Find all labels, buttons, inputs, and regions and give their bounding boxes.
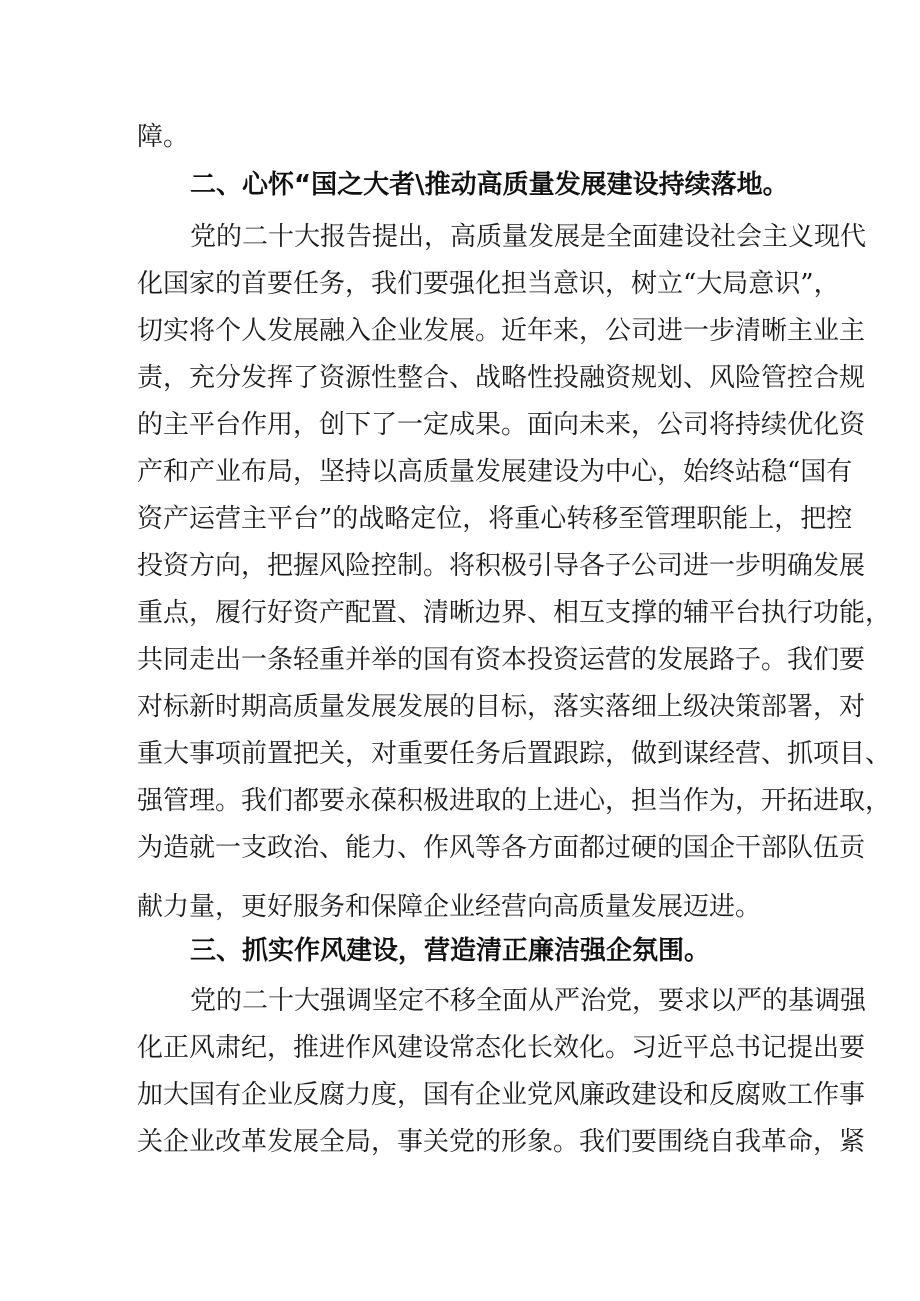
paragraph-line: 责，充分发挥了资源性整合、战略性投融资规划、风险管控合规 bbox=[137, 363, 866, 393]
paragraph-line: 化国家的首要任务，我们要强化担当意识，树立“大局意识”， bbox=[137, 269, 840, 299]
paragraph-line: 资产运营主平台”的战略定位，将重心转移至管理职能上，把控 bbox=[137, 504, 853, 534]
paragraph-line: 重大事项前置把关，对重要任务后置跟踪，做到谋经营、抓项目、 bbox=[137, 739, 892, 769]
paragraph-line: 的主平台作用，创下了一定成果。面向未来，公司将持续优化资 bbox=[137, 410, 866, 440]
paragraph-line: 切实将个人发展融入企业发展。近年来，公司进一步清晰主业主 bbox=[137, 316, 866, 346]
continuation-text: 障。 bbox=[137, 122, 190, 152]
paragraph-line: 关企业改革发展全局，事关党的形象。我们要围绕自我革命，紧 bbox=[137, 1127, 866, 1157]
paragraph-line: 强管理。我们都要永葆积极进取的上进心，担当作为，开拓进取， bbox=[137, 786, 892, 816]
paragraph-line: 重点，履行好资产配置、清晰边界、相互支撑的辅平台执行功能， bbox=[137, 598, 892, 628]
paragraph-line: 加大国有企业反腐力度，国有企业党风廉政建设和反腐败工作事 bbox=[137, 1080, 866, 1110]
paragraph-line: 产和产业布局，坚持以高质量发展建设为中心，始终站稳“国有 bbox=[137, 457, 853, 487]
paragraph-line: 对标新时期高质量发展发展的目标，落实落细上级决策部署，对 bbox=[137, 692, 866, 722]
paragraph-line: 化正风肃纪，推进作风建设常态化长效化。习近平总书记提出要 bbox=[137, 1033, 866, 1063]
paragraph-line: 投资方向，把握风险控制。将积极引导各子公司进一步明确发展 bbox=[137, 551, 866, 581]
paragraph-line: 献力量，更好服务和保障企业经营向高质量发展迈进。 bbox=[137, 892, 762, 922]
section-3-heading: 三、抓实作风建设，营造清正廉洁强企氛围。 bbox=[190, 936, 711, 966]
paragraph-line: 为造就一支政治、能力、作风等各方面都过硬的国企干部队伍贡 bbox=[137, 833, 866, 863]
paragraph-line: 党的二十大报告提出，高质量发展是全面建设社会主义现代 bbox=[190, 222, 867, 252]
paragraph-line: 共同走出一条轻重并举的国有资本投资运营的发展路子。我们要 bbox=[137, 645, 866, 675]
section-2-heading: 二、心怀“国之大者\推动高质量发展建设持续落地。 bbox=[190, 170, 789, 200]
paragraph-line: 党的二十大强调坚定不移全面从严治党，要求以严的基调强 bbox=[190, 986, 867, 1016]
